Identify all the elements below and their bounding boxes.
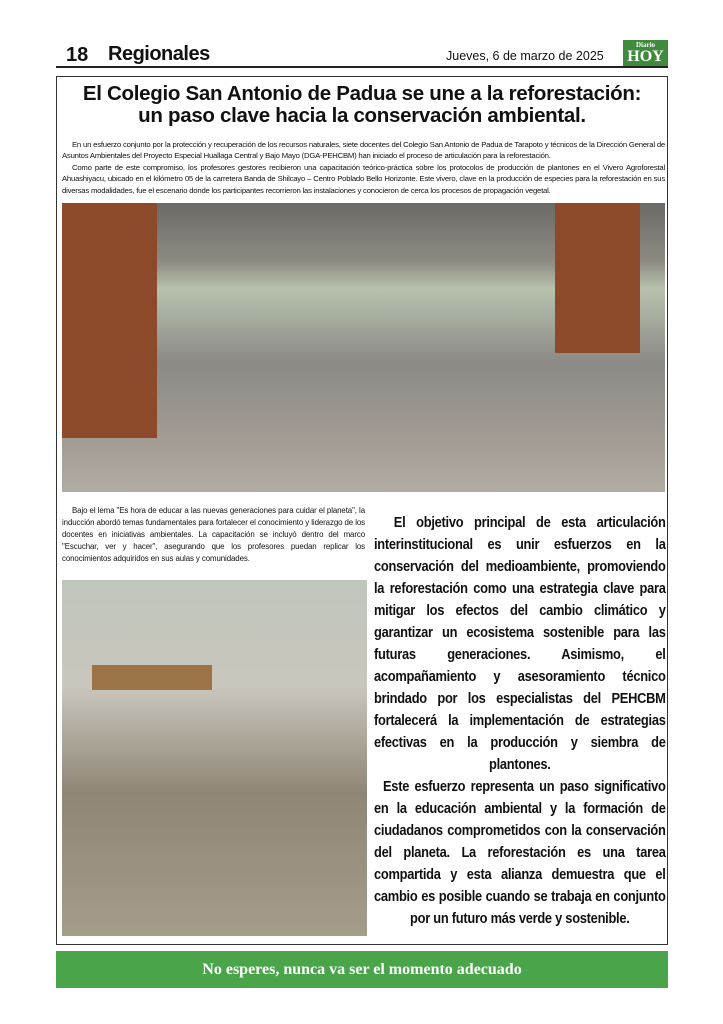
right-paragraph: El objetivo principal de esta articulación interinstitucional es unir esfuerzos en la conservación del medioambiente, promoviendo la reforestación como una estrategia clave para mitigar los efectos del cambio climático y garantizar un ecosistema sostenible para las futuras generaciones. Asimismo, el acompañamiento y asesoramiento técnico brindado por los especialistas del PEHCBM fortalecerá la implementación de estrategias efectivas en la producción y siembra de plantones.: [374, 515, 666, 773]
diario-hoy-logo: Diario HOY: [623, 40, 668, 66]
left-paragraph: Bajo el lema "Es hora de educar a las nuevas generaciones para cuidar el planeta", la inducción abordó temas fundamentales para fortalecer el conocimiento y liderazgo de los docentes en iniciativas ambientales. La capacitación se incluyó dentro del marco "Escuchar, ver y hacer", asegurando que los profesores puedan replicar los conocimientos adquiridos en sus aulas y comunidades.: [62, 506, 365, 563]
page-number: 18: [66, 44, 89, 66]
page-header: [56, 40, 668, 68]
footer-slogan: No esperes, nunca va ser el momento adecuado: [56, 951, 668, 988]
article-title: El Colegio San Antonio de Padua se une a la reforestación: un paso clave hacia la conservación ambiental.: [82, 82, 642, 127]
article-intro: [62, 139, 665, 196]
photo-training-session: [62, 580, 367, 936]
right-paragraph: Este esfuerzo representa un paso significativo en la educación ambiental y la formación de ciudadanos comprometidos con la conservación del planeta. La reforestación es una tarea compartida y esta alianza demuestra que el cambio es posible cuando se trabaja en conjunto por un futuro más verde y sostenible.: [374, 779, 666, 927]
right-column: [374, 512, 666, 930]
issue-date: Jueves, 6 de marzo de 2025: [446, 49, 604, 63]
section-title: Regionales: [108, 43, 210, 65]
intro-paragraph: En un esfuerzo conjunto por la protección y recuperación de los recursos naturales, siete docentes del Colegio San Antonio de Padua de Tarapoto y técnicos de la Dirección General de Asuntos Ambientales del Proyecto Especial Huallaga Central y Bajo Mayo (DGA-PEHCBM) han iniciado el proceso de articulación para la reforestación.: [62, 140, 665, 161]
intro-paragraph: Como parte de este compromiso, los profesores gestores recibieron una capacitación teórico-práctica sobre los protocolos de producción de plantones en el Vivero Agroforestal Ahuashiyacu, ubicado en el kilómetro 05 de la carretera Banda de Shilcayo – Centro Poblado Bello Horizonte. Este vivero, clave en la producción de especies para la reforestación en sus diversas modalidades, fue el escenario donde los participantes recorrieron las instalaciones y conocieron de cerca los procesos de propagación vegetal.: [62, 162, 665, 195]
photo-participants-seated: [62, 203, 665, 492]
